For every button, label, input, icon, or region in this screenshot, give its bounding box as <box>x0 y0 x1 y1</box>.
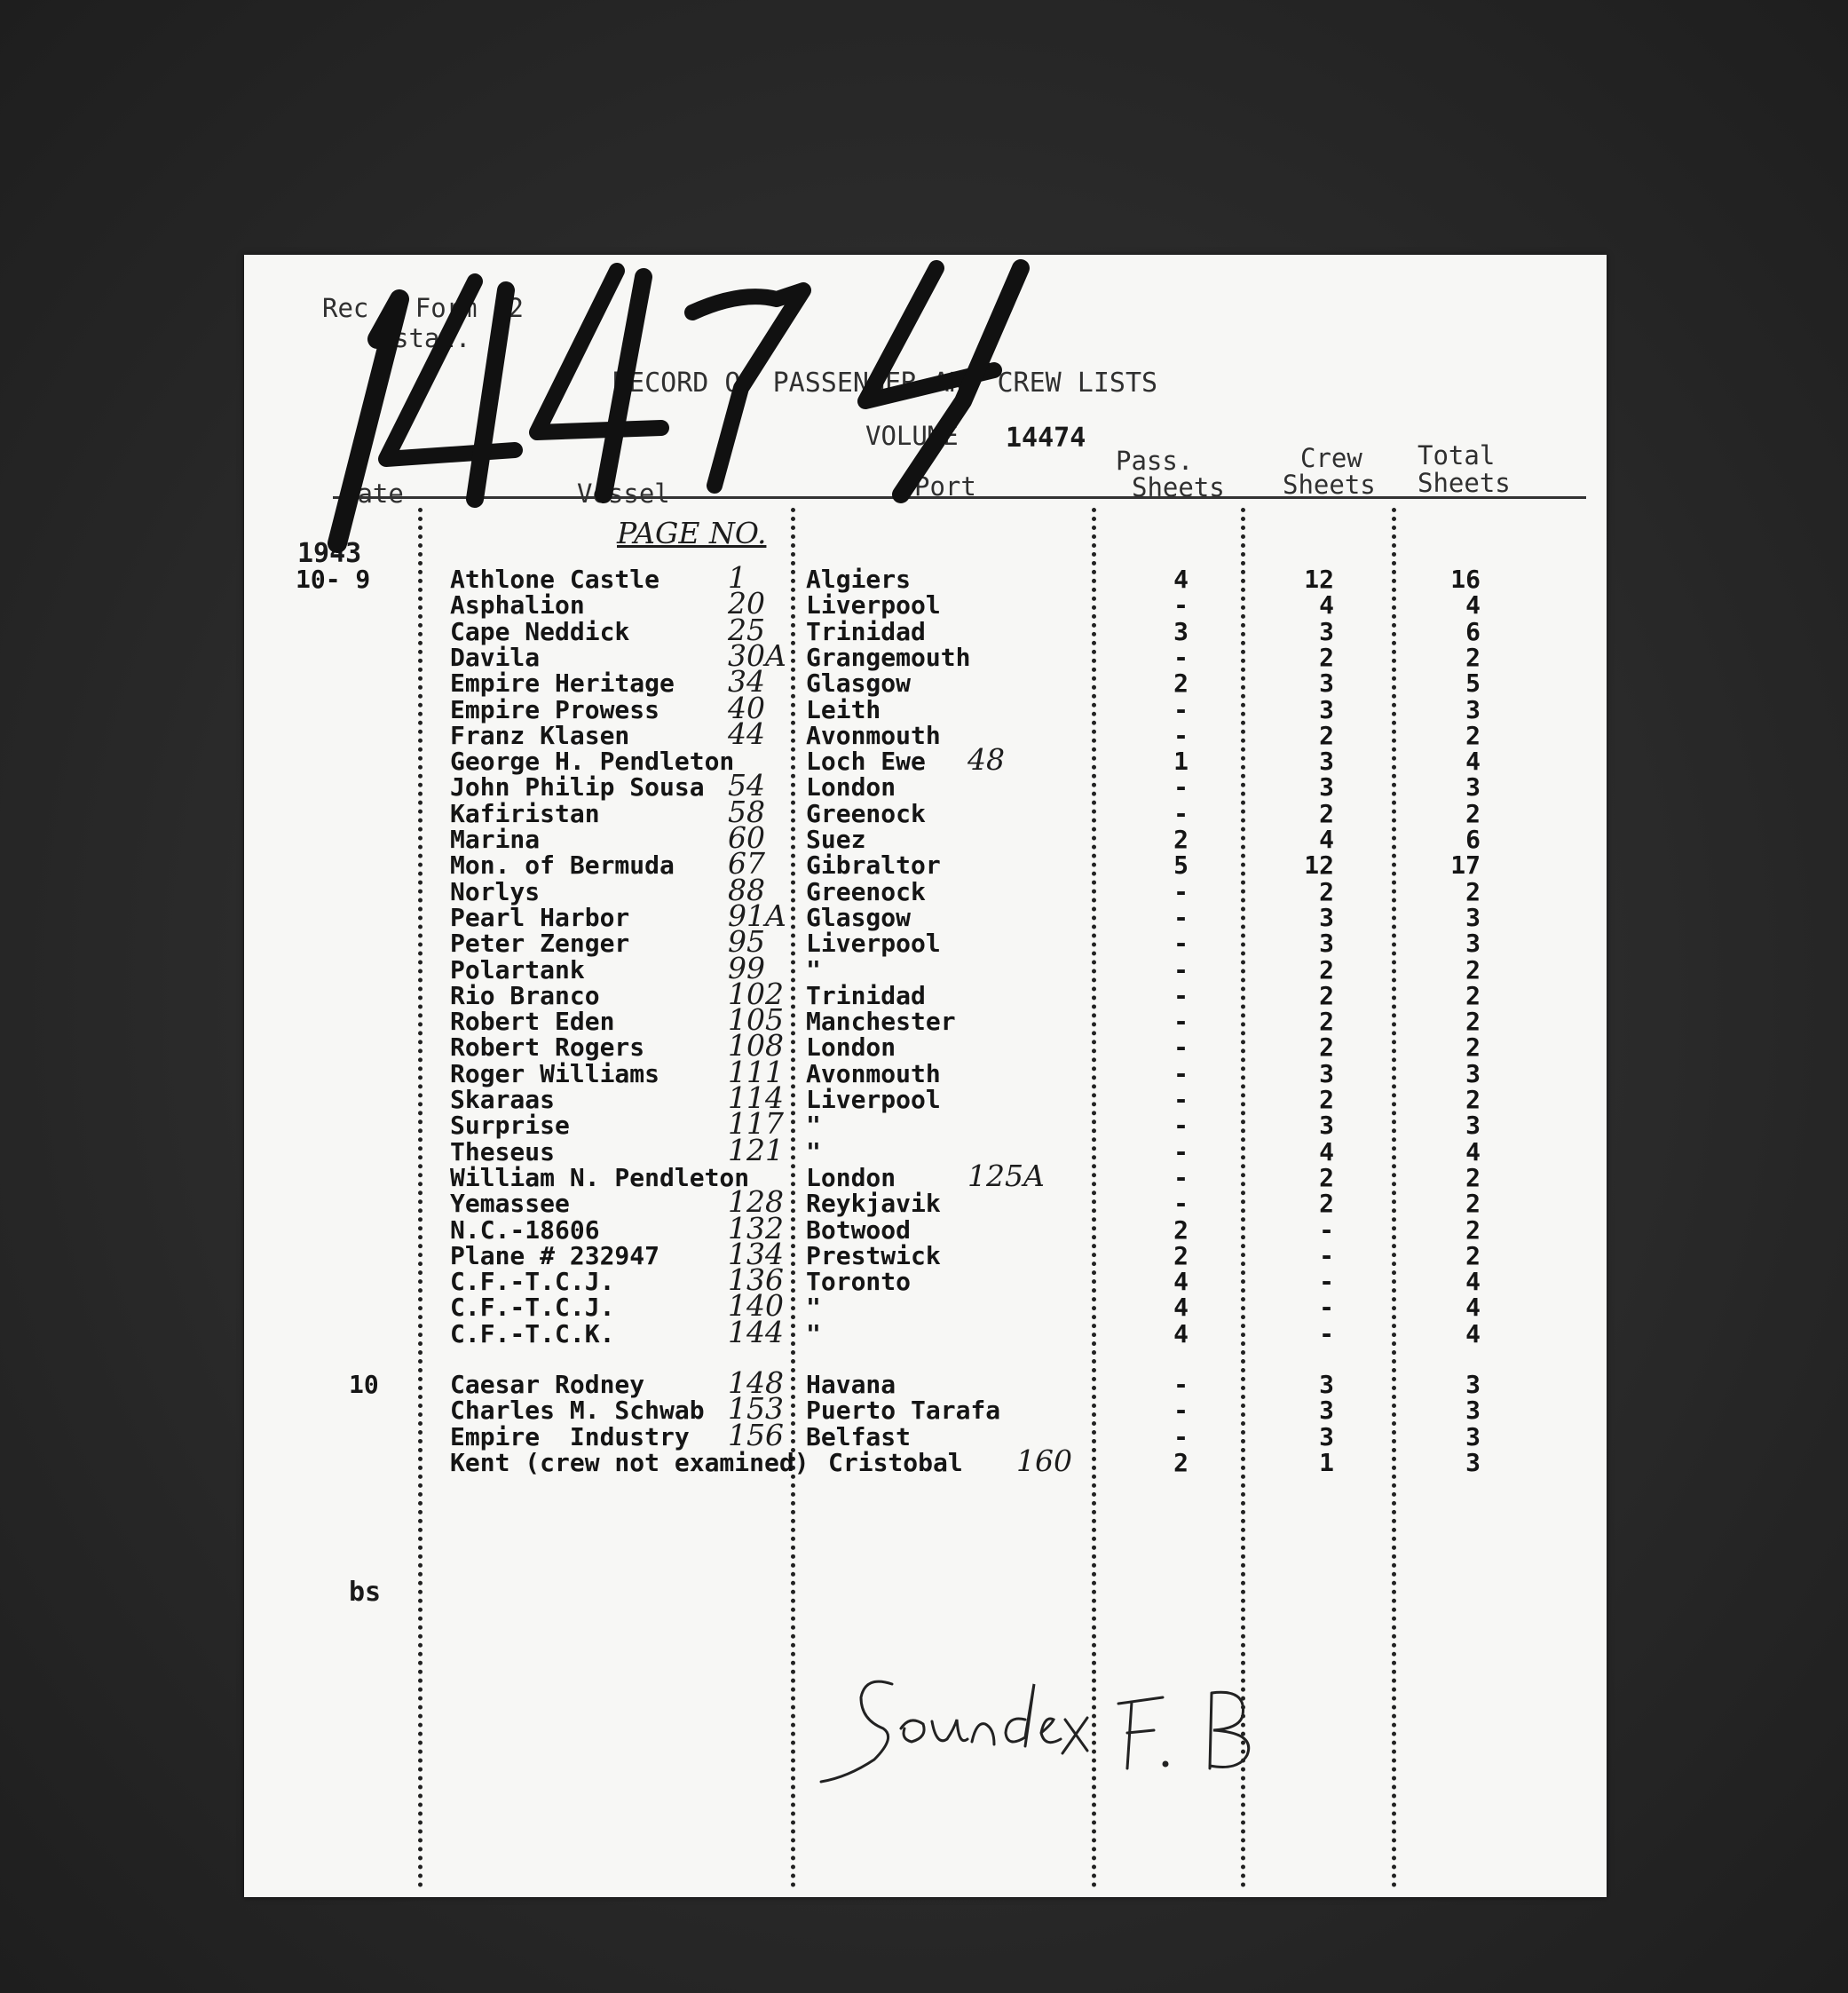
passenger-sheets: 4 <box>1173 1318 1189 1348</box>
table-row <box>244 768 1607 803</box>
crew-sheets: 3 <box>1319 1421 1334 1451</box>
passenger-sheets: 2 <box>1173 825 1189 854</box>
table-row <box>244 586 1607 621</box>
crew-sheets: 2 <box>1319 798 1334 828</box>
passenger-sheets: - <box>1173 1007 1189 1037</box>
row-date: 10- 9 <box>296 565 371 594</box>
passenger-sheets: - <box>1173 590 1189 621</box>
column-header-pass-1: Pass. <box>1116 446 1194 476</box>
vessel-name: N.C.-18606 <box>450 1214 600 1245</box>
column-header-crew-2: Sheets <box>1283 470 1376 500</box>
passenger-sheets: 4 <box>1173 1267 1189 1297</box>
document-sheet <box>244 255 1607 1897</box>
vessel-name: Norlys <box>450 876 541 906</box>
passenger-sheets: 2 <box>1173 668 1189 699</box>
document-title: RECORD OF PASSENGER AND CREW LISTS <box>612 368 1158 399</box>
year-label: 1943 <box>297 538 362 569</box>
table-row <box>244 560 1607 595</box>
column-header-port: Port <box>914 471 976 502</box>
total-sheets: 3 <box>1465 694 1481 724</box>
table-row <box>244 1054 1607 1089</box>
passenger-sheets: 5 <box>1173 850 1189 881</box>
total-sheets: 3 <box>1465 929 1481 959</box>
passenger-sheets: - <box>1173 929 1189 959</box>
page-number: 20 <box>728 586 765 621</box>
crew-sheets: 3 <box>1319 694 1334 724</box>
crew-sheets: 12 <box>1304 565 1334 594</box>
port-name: Puerto Tarafa <box>806 1396 1001 1426</box>
vessel-name: Pearl Harbor <box>450 902 630 932</box>
table-row <box>244 1158 1607 1193</box>
passenger-sheets: - <box>1173 980 1189 1010</box>
port-name: Liverpool <box>806 929 941 959</box>
vessel-name: Empire Industry <box>450 1421 690 1451</box>
vessel-name: Asphalion <box>450 590 585 621</box>
page-number: 60 <box>728 820 765 855</box>
table-row <box>244 1417 1607 1452</box>
passenger-sheets: - <box>1173 1032 1189 1063</box>
crew-sheets: 3 <box>1319 747 1334 777</box>
vessel-name: Empire Prowess <box>450 694 660 724</box>
total-sheets: 2 <box>1465 980 1481 1010</box>
port-name: Belfast <box>806 1421 912 1451</box>
crew-sheets: - <box>1319 1214 1334 1245</box>
port-name: Avonmouth <box>806 720 941 750</box>
crew-sheets: 3 <box>1319 902 1334 932</box>
page-number: 44 <box>728 716 765 751</box>
total-sheets: 2 <box>1465 1240 1481 1270</box>
total-sheets: 2 <box>1465 1189 1481 1219</box>
crew-sheets: 1 <box>1319 1447 1334 1477</box>
table-row <box>244 664 1607 700</box>
vessel-name: Cape Neddick <box>450 616 630 646</box>
volume-label: VOLUME <box>865 421 959 451</box>
total-sheets: 3 <box>1465 1370 1481 1399</box>
port-name: Leith <box>806 694 881 724</box>
port-name: Suez <box>806 825 866 854</box>
port-name: London <box>806 1032 896 1063</box>
crew-sheets: 4 <box>1319 825 1334 854</box>
total-sheets: 2 <box>1465 954 1481 985</box>
port-name: " <box>806 1318 821 1348</box>
crew-sheets: 3 <box>1319 772 1334 803</box>
table-row <box>244 742 1607 778</box>
form-line: Rec - Form 12 <box>322 293 524 323</box>
vessel-name: Athlone Castle <box>450 565 660 594</box>
table-row <box>244 690 1607 725</box>
total-sheets: 4 <box>1465 1136 1481 1167</box>
passenger-sheets: - <box>1173 720 1189 750</box>
port-name: Reykjavik <box>806 1189 941 1219</box>
crew-sheets: 3 <box>1319 1111 1334 1141</box>
table-row <box>244 1106 1607 1142</box>
table-row <box>244 1314 1607 1349</box>
total-sheets: 6 <box>1465 616 1481 646</box>
port-name: Glasgow <box>806 668 912 699</box>
crew-sheets: 2 <box>1319 1032 1334 1063</box>
vessel-name: Marina <box>450 825 541 854</box>
table-row <box>244 1262 1607 1298</box>
vessel-name: Theseus <box>450 1136 556 1167</box>
table-row <box>244 1028 1607 1064</box>
page-number: 105 <box>728 1002 784 1038</box>
crew-sheets: 4 <box>1319 1136 1334 1167</box>
total-sheets: 2 <box>1465 1007 1481 1037</box>
page-number: 134 <box>728 1236 784 1271</box>
port-name: Cristobal <box>828 1447 963 1477</box>
header-rule <box>333 496 1586 499</box>
crew-sheets: 2 <box>1319 980 1334 1010</box>
passenger-sheets: - <box>1173 1396 1189 1426</box>
port-name: Botwood <box>806 1214 912 1245</box>
passenger-sheets: - <box>1173 1162 1189 1192</box>
vessel-name: Charles M. Schwab <box>450 1396 705 1426</box>
total-sheets: 3 <box>1465 1447 1481 1477</box>
page-number: 58 <box>728 794 765 829</box>
table-row <box>244 846 1607 882</box>
handwritten-signature <box>812 1666 1522 1791</box>
table-row <box>244 950 1607 985</box>
port-name: Havana <box>806 1370 896 1399</box>
passenger-sheets: - <box>1173 798 1189 828</box>
total-sheets: 2 <box>1465 720 1481 750</box>
column-header-vessel: Vessel <box>577 478 670 509</box>
port-name: Greenock <box>806 798 926 828</box>
port-name: Glasgow <box>806 902 912 932</box>
port-name: Liverpool <box>806 1085 941 1114</box>
page-number: 108 <box>728 1028 784 1064</box>
port-name: London <box>806 1162 896 1192</box>
crew-sheets: 2 <box>1319 642 1334 672</box>
port-name: Avonmouth <box>806 1058 941 1088</box>
passenger-sheets: 4 <box>1173 1293 1189 1323</box>
crew-sheets: - <box>1319 1318 1334 1348</box>
column-header-crew-1: Crew <box>1300 443 1362 473</box>
total-sheets: 2 <box>1465 1085 1481 1114</box>
page-number: 99 <box>728 950 765 985</box>
table-row <box>244 1002 1607 1038</box>
page-number: 144 <box>728 1314 784 1349</box>
port-name: Greenock <box>806 876 926 906</box>
table-row <box>244 1184 1607 1220</box>
table-row <box>244 1132 1607 1167</box>
page-number: 40 <box>728 690 765 725</box>
crew-sheets: - <box>1319 1267 1334 1297</box>
row-date: 10 <box>349 1370 379 1399</box>
total-sheets: 3 <box>1465 1421 1481 1451</box>
passenger-sheets: - <box>1173 876 1189 906</box>
table-row <box>244 1080 1607 1115</box>
port-name: Grangemouth <box>806 642 971 672</box>
passenger-sheets: - <box>1173 694 1189 724</box>
total-sheets: 4 <box>1465 1293 1481 1323</box>
total-sheets: 3 <box>1465 1058 1481 1088</box>
total-sheets: 2 <box>1465 642 1481 672</box>
total-sheets: 2 <box>1465 798 1481 828</box>
port-name: " <box>806 954 821 985</box>
page-number: 128 <box>728 1184 784 1220</box>
table-row <box>244 1443 1607 1478</box>
total-sheets: 17 <box>1450 850 1481 881</box>
port-name: Prestwick <box>806 1240 941 1270</box>
vessel-name: Peter Zenger <box>450 929 630 959</box>
total-sheets: 5 <box>1465 668 1481 699</box>
port-name: Trinidad <box>806 616 926 646</box>
vessel-name: Surprise <box>450 1111 570 1141</box>
crew-sheets: 3 <box>1319 668 1334 699</box>
table-row <box>244 820 1607 855</box>
passenger-sheets: - <box>1173 1136 1189 1167</box>
port-name: " <box>806 1293 821 1323</box>
table-row <box>244 898 1607 933</box>
form-line-2: stat. <box>393 323 471 353</box>
port-name: Manchester <box>806 1007 956 1037</box>
crew-sheets: 2 <box>1319 720 1334 750</box>
passenger-sheets: - <box>1173 1189 1189 1219</box>
volume-number: 14474 <box>1006 423 1086 454</box>
total-sheets: 4 <box>1465 590 1481 621</box>
crew-sheets: 4 <box>1319 590 1334 621</box>
table-row <box>244 872 1607 907</box>
crew-sheets: 3 <box>1319 616 1334 646</box>
vessel-name: Skaraas <box>450 1085 556 1114</box>
crew-sheets: 2 <box>1319 1162 1334 1192</box>
port-name: " <box>806 1136 821 1167</box>
page-number: 111 <box>728 1054 784 1089</box>
total-sheets: 3 <box>1465 1111 1481 1141</box>
port-name: Algiers <box>806 565 912 594</box>
port-name: Liverpool <box>806 590 941 621</box>
passenger-sheets: 3 <box>1173 616 1189 646</box>
crew-sheets: 2 <box>1319 1189 1334 1219</box>
table-row <box>244 976 1607 1011</box>
vessel-name: John Philip Sousa <box>450 772 705 803</box>
crew-sheets: 12 <box>1304 850 1334 881</box>
vessel-name: Franz Klasen <box>450 720 630 750</box>
total-sheets: 2 <box>1465 876 1481 906</box>
table-row <box>244 716 1607 751</box>
vessel-name: Robert Eden <box>450 1007 615 1037</box>
total-sheets: 4 <box>1465 1267 1481 1297</box>
passenger-sheets: - <box>1173 772 1189 803</box>
passenger-sheets: - <box>1173 954 1189 985</box>
port-name: Toronto <box>806 1267 912 1297</box>
page-number: 34 <box>728 664 765 700</box>
page-number: 67 <box>728 846 765 882</box>
crew-sheets: 3 <box>1319 1058 1334 1088</box>
passenger-sheets: 1 <box>1173 747 1189 777</box>
crew-sheets: - <box>1319 1240 1334 1270</box>
page-number: 25 <box>728 612 765 647</box>
page-number: 30A <box>728 637 786 673</box>
table-row <box>244 1391 1607 1427</box>
vessel-name: Empire Heritage <box>450 668 675 699</box>
port-name: Loch Ewe <box>806 747 926 777</box>
vessel-name: Robert Rogers <box>450 1032 645 1063</box>
page-number: 95 <box>728 924 765 960</box>
column-header-pass-2: Sheets <box>1132 472 1225 502</box>
vessel-name: Yemassee <box>450 1189 570 1219</box>
page-number-label: PAGE NO. <box>617 516 767 550</box>
vessel-name: Kent (crew not examined) <box>450 1447 809 1477</box>
total-sheets: 2 <box>1465 1214 1481 1245</box>
table-row <box>244 637 1607 673</box>
table-row <box>244 612 1607 647</box>
page-number: 48 <box>967 742 1005 778</box>
passenger-sheets: - <box>1173 1085 1189 1114</box>
passenger-sheets: - <box>1173 642 1189 672</box>
vessel-name: C.F.-T.C.K. <box>450 1318 615 1348</box>
total-sheets: 4 <box>1465 1318 1481 1348</box>
vessel-name: Roger Williams <box>450 1058 660 1088</box>
total-sheets: 2 <box>1465 1162 1481 1192</box>
passenger-sheets: 2 <box>1173 1240 1189 1270</box>
column-header-total-1: Total <box>1418 440 1496 471</box>
page-number: 136 <box>728 1262 784 1298</box>
page-number: 140 <box>728 1288 784 1324</box>
passenger-sheets: 2 <box>1173 1214 1189 1245</box>
total-sheets: 2 <box>1465 1032 1481 1063</box>
port-name: " <box>806 1111 821 1141</box>
page-number: 88 <box>728 872 765 907</box>
page-number: 153 <box>728 1391 784 1427</box>
total-sheets: 4 <box>1465 747 1481 777</box>
passenger-sheets: 4 <box>1173 565 1189 594</box>
total-sheets: 3 <box>1465 902 1481 932</box>
column-header-total-2: Sheets <box>1418 468 1511 498</box>
vessel-name: Rio Branco <box>450 980 600 1010</box>
page-number: 1 <box>728 560 746 595</box>
page-number: 156 <box>728 1417 784 1452</box>
table-row <box>244 794 1607 829</box>
table-row <box>244 1236 1607 1271</box>
crew-sheets: 2 <box>1319 1007 1334 1037</box>
passenger-sheets: 2 <box>1173 1447 1189 1477</box>
page-number: 125A <box>967 1158 1045 1193</box>
port-name: Gibraltor <box>806 850 941 881</box>
table-row <box>244 1210 1607 1246</box>
crew-sheets: 2 <box>1319 1085 1334 1114</box>
vessel-name: Caesar Rodney <box>450 1370 645 1399</box>
page-number: 121 <box>728 1132 784 1167</box>
crew-sheets: 3 <box>1319 1396 1334 1426</box>
table-row <box>244 1365 1607 1400</box>
page-number: 54 <box>728 768 765 803</box>
passenger-sheets: - <box>1173 1370 1189 1399</box>
vessel-name: Davila <box>450 642 541 672</box>
vessel-name: Polartank <box>450 954 585 985</box>
table-row <box>244 1288 1607 1324</box>
vessel-name: Mon. of Bermuda <box>450 850 675 881</box>
page-number: 148 <box>728 1365 784 1400</box>
total-sheets: 3 <box>1465 772 1481 803</box>
page-number: 117 <box>728 1106 784 1142</box>
passenger-sheets: - <box>1173 902 1189 932</box>
total-sheets: 3 <box>1465 1396 1481 1426</box>
vessel-name: George H. Pendleton <box>450 747 735 777</box>
total-sheets: 6 <box>1465 825 1481 854</box>
vessel-name: Kafiristan <box>450 798 600 828</box>
passenger-sheets: - <box>1173 1111 1189 1141</box>
column-header-date: Date <box>342 478 404 509</box>
passenger-sheets: - <box>1173 1421 1189 1451</box>
vessel-name: Plane # 232947 <box>450 1240 660 1270</box>
page-number: 102 <box>728 976 784 1011</box>
page-number: 132 <box>728 1210 784 1246</box>
passenger-sheets: - <box>1173 1058 1189 1088</box>
page-number: 91A <box>728 898 786 933</box>
page-number: 160 <box>1016 1443 1072 1478</box>
crew-sheets: 2 <box>1319 876 1334 906</box>
total-sheets: 16 <box>1450 565 1481 594</box>
clerk-initials: bs <box>349 1577 382 1608</box>
vessel-name: William N. Pendleton <box>450 1162 750 1192</box>
page-number: 114 <box>728 1080 784 1115</box>
crew-sheets: 2 <box>1319 954 1334 985</box>
crew-sheets: 3 <box>1319 929 1334 959</box>
table-row <box>244 924 1607 960</box>
vessel-name: C.F.-T.C.J. <box>450 1267 615 1297</box>
crew-sheets: - <box>1319 1293 1334 1323</box>
port-name: London <box>806 772 896 803</box>
port-name: Trinidad <box>806 980 926 1010</box>
crew-sheets: 3 <box>1319 1370 1334 1399</box>
vessel-name: C.F.-T.C.J. <box>450 1293 615 1323</box>
